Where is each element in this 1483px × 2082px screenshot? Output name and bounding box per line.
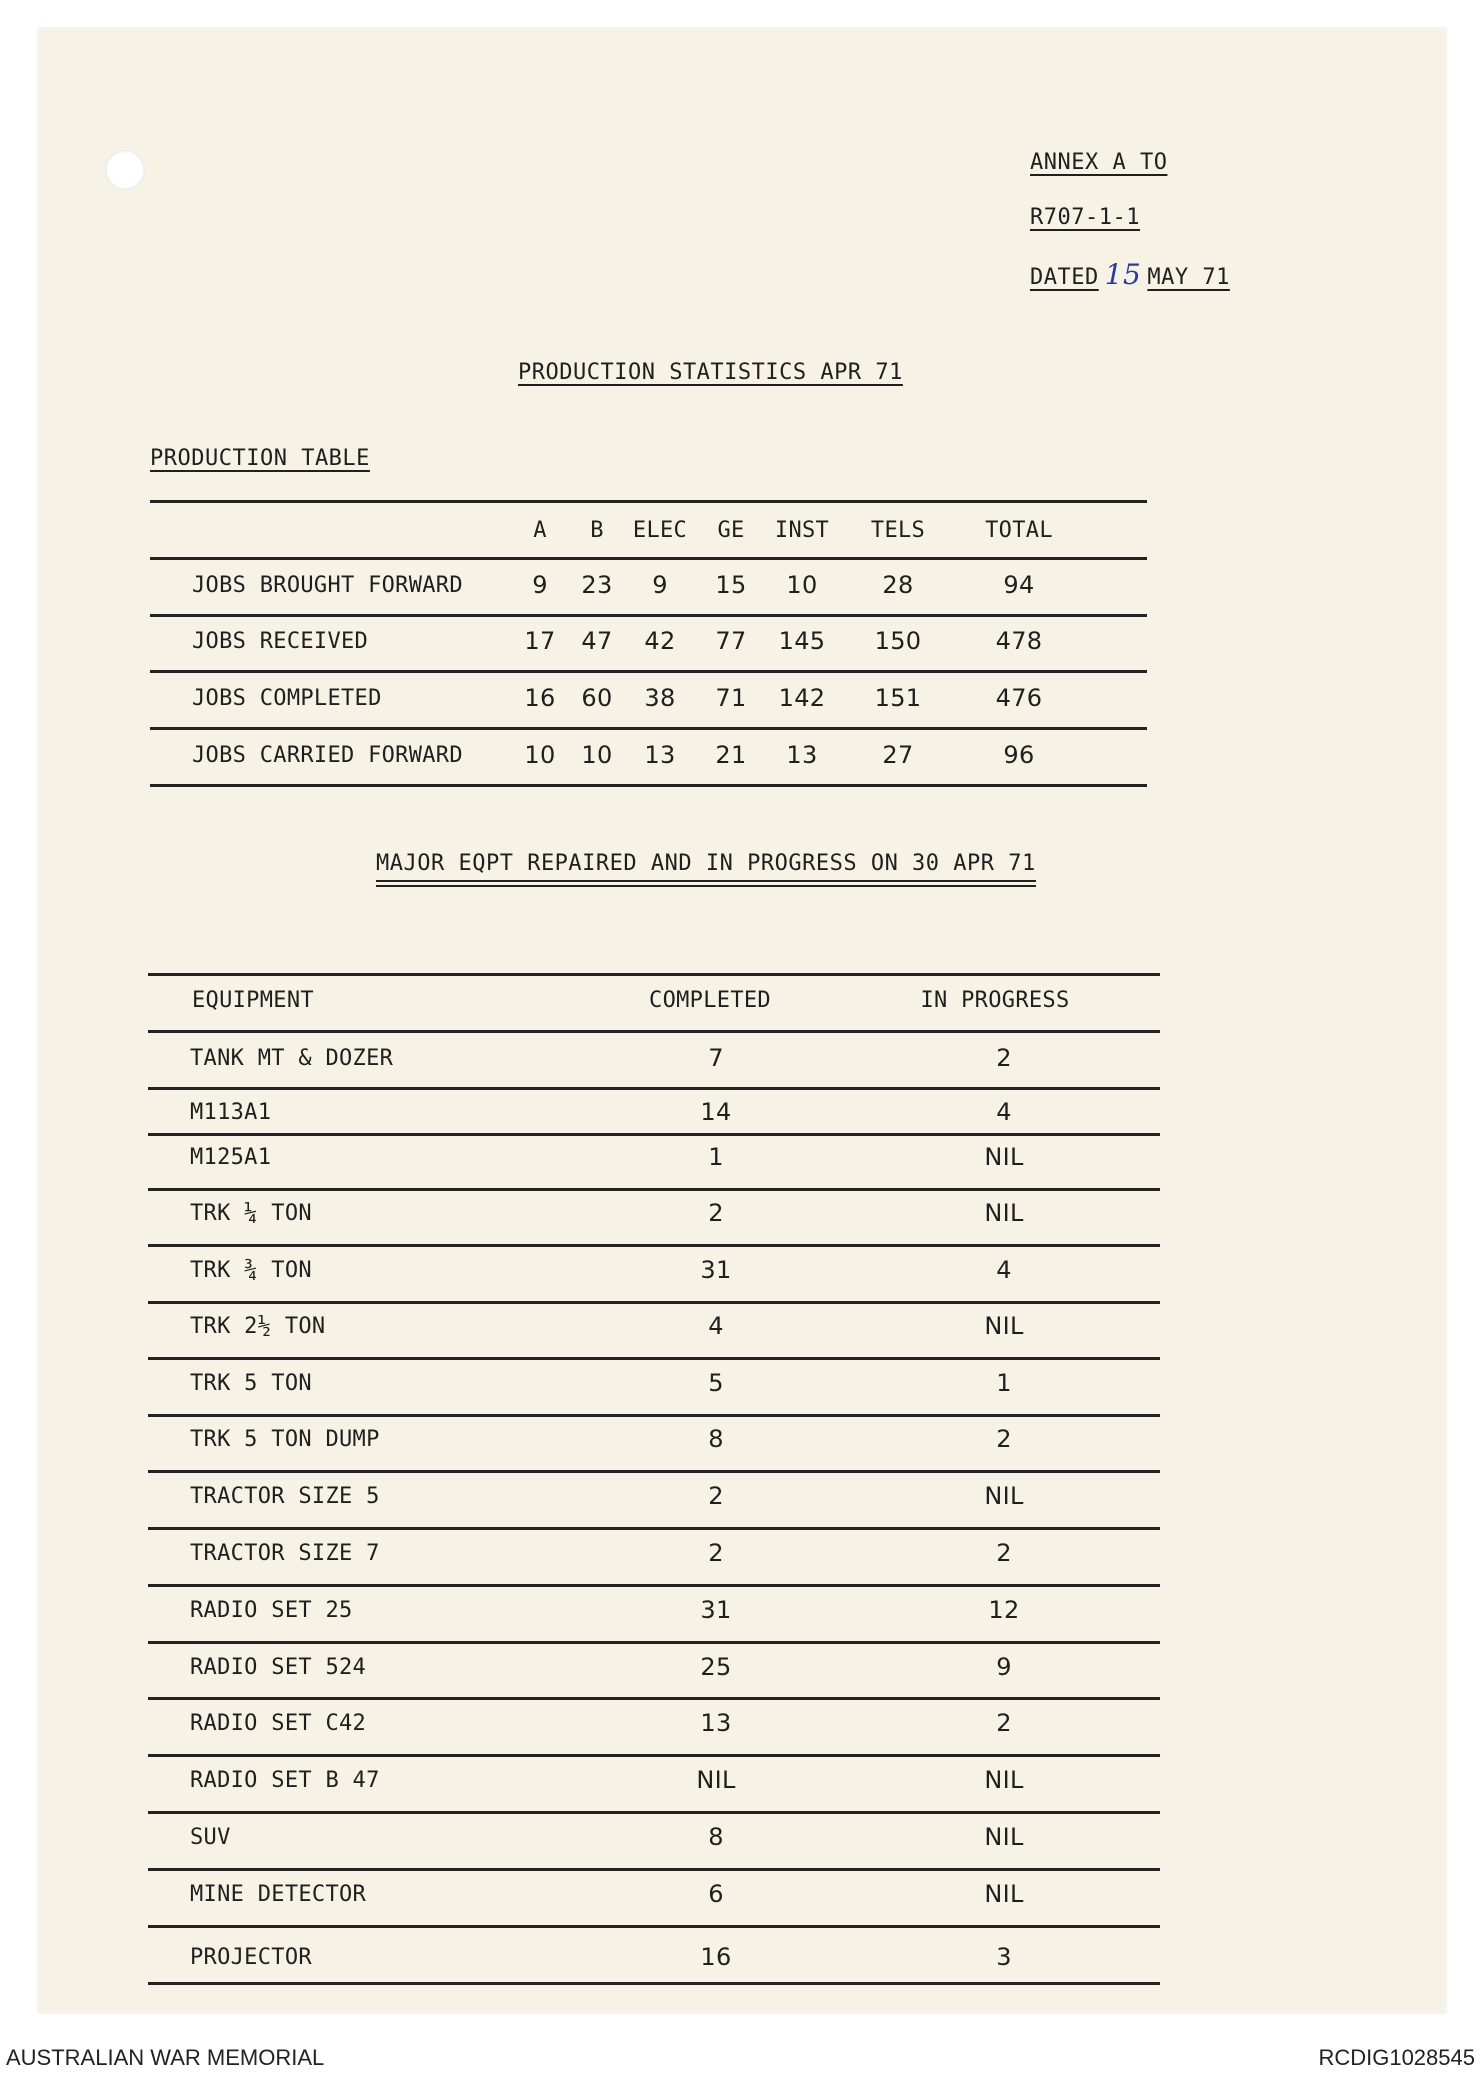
dated-label: DATED xyxy=(1030,265,1099,290)
table-rule xyxy=(148,1188,1160,1191)
table-rule xyxy=(148,1357,1160,1360)
equipment-name: M113A1 xyxy=(190,1100,272,1125)
completed-count: 2 xyxy=(708,1482,724,1510)
table-rule xyxy=(148,1030,1160,1033)
table-cell: 15 xyxy=(715,571,747,599)
table-cell: 17 xyxy=(524,627,556,655)
table-rule xyxy=(148,1982,1160,1985)
table-rule xyxy=(148,1414,1160,1417)
equipment-name: M125A1 xyxy=(190,1145,272,1170)
in-progress-count: NIL xyxy=(984,1482,1024,1510)
table-cell: 21 xyxy=(715,741,747,769)
table-cell: 476 xyxy=(995,684,1043,712)
table-cell: 10 xyxy=(524,741,556,769)
in-progress-count: NIL xyxy=(984,1823,1024,1851)
page-title: PRODUCTION STATISTICS APR 71 xyxy=(518,360,903,385)
punch-hole xyxy=(105,150,145,190)
table-rule xyxy=(150,557,1147,560)
column-header: ELEC xyxy=(632,518,688,543)
table-rule xyxy=(148,1925,1160,1928)
table-cell: 10 xyxy=(581,741,613,769)
completed-count: 8 xyxy=(708,1823,724,1851)
dated-month-year: MAY 71 xyxy=(1147,265,1230,290)
equipment-name: MINE DETECTOR xyxy=(190,1882,367,1907)
table-cell: 16 xyxy=(524,684,556,712)
table-cell: 60 xyxy=(581,684,613,712)
table-rule xyxy=(148,1754,1160,1757)
table-cell: 9 xyxy=(652,571,668,599)
completed-count: 5 xyxy=(708,1369,724,1397)
footer-record-id: RCDIG1028545 xyxy=(1318,2045,1475,2070)
equipment-name: TRK ¼ TON xyxy=(190,1201,312,1226)
table-rule xyxy=(150,727,1147,730)
column-header: TELS xyxy=(870,518,926,543)
table-rule xyxy=(148,1244,1160,1247)
row-label: JOBS BROUGHT FORWARD xyxy=(192,573,463,598)
in-progress-count: 2 xyxy=(996,1425,1012,1453)
table-rule xyxy=(148,1641,1160,1644)
in-progress-count: 1 xyxy=(996,1369,1012,1397)
completed-count: 13 xyxy=(700,1709,732,1737)
in-progress-count: 4 xyxy=(996,1256,1012,1284)
completed-count: NIL xyxy=(696,1766,736,1794)
completed-count: 7 xyxy=(708,1044,724,1072)
table-cell: 94 xyxy=(1003,571,1035,599)
table-cell: 13 xyxy=(786,741,818,769)
column-header: B xyxy=(590,518,604,543)
table-cell: 145 xyxy=(778,627,826,655)
table-rule xyxy=(150,614,1147,617)
footer-archive-name: AUSTRALIAN WAR MEMORIAL xyxy=(6,2045,325,2070)
column-header: A xyxy=(533,518,547,543)
equipment-name: TRK 5 TON xyxy=(190,1371,312,1396)
in-progress-count: NIL xyxy=(984,1143,1024,1171)
table-rule xyxy=(150,500,1147,503)
completed-count: 1 xyxy=(708,1143,724,1171)
completed-count: 6 xyxy=(708,1880,724,1908)
table-cell: 13 xyxy=(644,741,676,769)
in-progress-count: 2 xyxy=(996,1709,1012,1737)
table-cell: 42 xyxy=(644,627,676,655)
in-progress-count: NIL xyxy=(984,1880,1024,1908)
completed-count: 14 xyxy=(700,1098,732,1126)
column-header: EQUIPMENT xyxy=(192,988,314,1013)
equipment-name: SUV xyxy=(190,1825,231,1850)
completed-count: 25 xyxy=(700,1653,732,1681)
handwritten-day: 15 xyxy=(1104,258,1142,291)
in-progress-count: 4 xyxy=(996,1098,1012,1126)
column-header: TOTAL xyxy=(985,518,1053,543)
equipment-name: TRK 5 TON DUMP xyxy=(190,1427,380,1452)
table-cell: 71 xyxy=(715,684,747,712)
annex-reference: ANNEX A TO xyxy=(1030,150,1168,175)
completed-count: 31 xyxy=(700,1256,732,1284)
equipment-name: RADIO SET 25 xyxy=(190,1598,353,1623)
equipment-name: PROJECTOR xyxy=(190,1945,312,1970)
column-header: COMPLETED xyxy=(649,988,771,1013)
completed-count: 2 xyxy=(708,1539,724,1567)
table-cell: 151 xyxy=(874,684,922,712)
table-rule xyxy=(148,1697,1160,1700)
in-progress-count: 2 xyxy=(996,1044,1012,1072)
column-header: INST xyxy=(774,518,830,543)
equipment-name: TRACTOR SIZE 5 xyxy=(190,1484,380,1509)
equipment-name: RADIO SET C42 xyxy=(190,1711,367,1736)
table-cell: 77 xyxy=(715,627,747,655)
equipment-name: TRACTOR SIZE 7 xyxy=(190,1541,380,1566)
in-progress-count: 2 xyxy=(996,1539,1012,1567)
equipment-name: RADIO SET B 47 xyxy=(190,1768,380,1793)
table-rule xyxy=(148,1133,1160,1136)
equipment-name: TANK MT & DOZER xyxy=(190,1046,394,1071)
table-rule xyxy=(148,1811,1160,1814)
column-header: IN PROGRESS xyxy=(920,988,1070,1013)
in-progress-count: NIL xyxy=(984,1312,1024,1340)
table-rule xyxy=(148,1868,1160,1871)
table-cell: 96 xyxy=(1003,741,1035,769)
equipment-name: TRK ¾ TON xyxy=(190,1258,312,1283)
table-rule xyxy=(148,1470,1160,1473)
table-cell: 9 xyxy=(532,571,548,599)
table-cell: 142 xyxy=(778,684,826,712)
table-rule xyxy=(148,1527,1160,1530)
in-progress-count: 3 xyxy=(996,1943,1012,1971)
equipment-table-caption: MAJOR EQPT REPAIRED AND IN PROGRESS ON 30 APR 71 xyxy=(376,851,1036,882)
in-progress-count: NIL xyxy=(984,1199,1024,1227)
table-cell: 23 xyxy=(581,571,613,599)
in-progress-count: NIL xyxy=(984,1766,1024,1794)
table-cell: 10 xyxy=(786,571,818,599)
in-progress-count: 9 xyxy=(996,1653,1012,1681)
completed-count: 31 xyxy=(700,1596,732,1624)
table-rule xyxy=(150,784,1147,787)
table-cell: 28 xyxy=(882,571,914,599)
table-rule xyxy=(148,1087,1160,1090)
file-reference: R707-1-1 xyxy=(1030,205,1140,230)
completed-count: 16 xyxy=(700,1943,732,1971)
table-cell: 27 xyxy=(882,741,914,769)
equipment-name: TRK 2½ TON xyxy=(190,1314,326,1339)
column-header: GE xyxy=(717,518,745,543)
equipment-name: RADIO SET 524 xyxy=(190,1655,367,1680)
row-label: JOBS RECEIVED xyxy=(192,629,369,654)
table-cell: 150 xyxy=(874,627,922,655)
completed-count: 8 xyxy=(708,1425,724,1453)
table-cell: 47 xyxy=(581,627,613,655)
row-label: JOBS CARRIED FORWARD xyxy=(192,743,463,768)
table-rule xyxy=(150,670,1147,673)
completed-count: 2 xyxy=(708,1199,724,1227)
table-cell: 478 xyxy=(995,627,1043,655)
in-progress-count: 12 xyxy=(988,1596,1020,1624)
completed-count: 4 xyxy=(708,1312,724,1340)
table-rule xyxy=(148,1584,1160,1587)
table-rule xyxy=(148,1301,1160,1304)
row-label: JOBS COMPLETED xyxy=(192,686,382,711)
table-rule xyxy=(148,973,1160,976)
table-cell: 38 xyxy=(644,684,676,712)
production-table-caption: PRODUCTION TABLE xyxy=(150,446,370,471)
dated-line xyxy=(1030,258,1230,291)
